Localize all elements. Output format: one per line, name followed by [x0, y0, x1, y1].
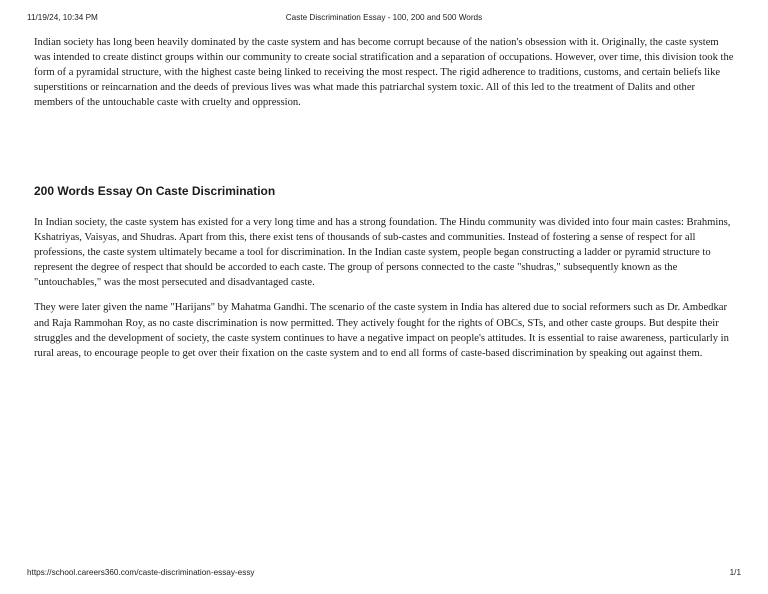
print-footer	[0, 568, 768, 580]
essay-body	[34, 215, 734, 371]
intro-paragraph: Indian society has long been heavily dominated by the caste system and has become corrupt because of the nation's obsession with it. Originally, the caste system was intended to create distinct groups within our community to create social stratification and a separation of occupations. However, over time, this division took the form of a pyramidal structure, with the highest caste being linked to receiving the most respect. The rigid adherence to traditions, customs, and certain beliefs like superstitions or reincarnation and the deeds of previous lives was what made this patriarchal system toxic. All of this led to the treatment of Dalits and other members of the untouchable caste with cruelty and oppression.	[34, 37, 734, 109]
essay-paragraph: In Indian society, the caste system has existed for a very long time and has a strong foundation. The Hindu community was divided into four main castes: Brahmins, Kshatriyas, Vaisyas, and Shudras. Apart from this, there exist tens of thousands of sub-castes and communities. Instead of fostering a sense of respect for all professions, the caste system ultimately became a tool for discrimination. In the Indian caste system, people began constructing a ladder or pyramid structure to represent the degree of respect that should be accorded to each caste. The group of persons connected to the caste "shudras," subsequently known as the "untouchables," was the most persecuted and disadvantaged caste.	[34, 217, 731, 289]
section-heading: 200 Words Essay On Caste Discrimination	[34, 184, 276, 198]
essay-paragraph: They were later given the name "Harijans" by Mahatma Gandhi. The scenario of the caste system in India has altered due to social reformers such as Dr. Ambedkar and Raja Rammohan Roy, as no caste discrimination is now permitted. They actively fought for the rights of OBCs, STs, and other caste groups. But despite their struggles and the development of society, the caste system continues to have a negative impact on people's attitudes. It is essential to raise awareness, particularly in rural areas, to encourage people to get over their fixation on the caste system and to end all forms of caste-based discrimination by speaking out against them.	[34, 302, 729, 359]
page-number: 1/1	[729, 568, 741, 577]
source-url-link[interactable]: https://school.careers360.com/caste-discrimination-essay-essy	[27, 568, 255, 577]
intro-section	[34, 35, 734, 110]
print-datetime: 11/19/24, 10:34 PM	[27, 13, 98, 22]
print-header	[0, 13, 768, 25]
print-page-title: Caste Discrimination Essay - 100, 200 and 500 Words	[285, 13, 483, 22]
